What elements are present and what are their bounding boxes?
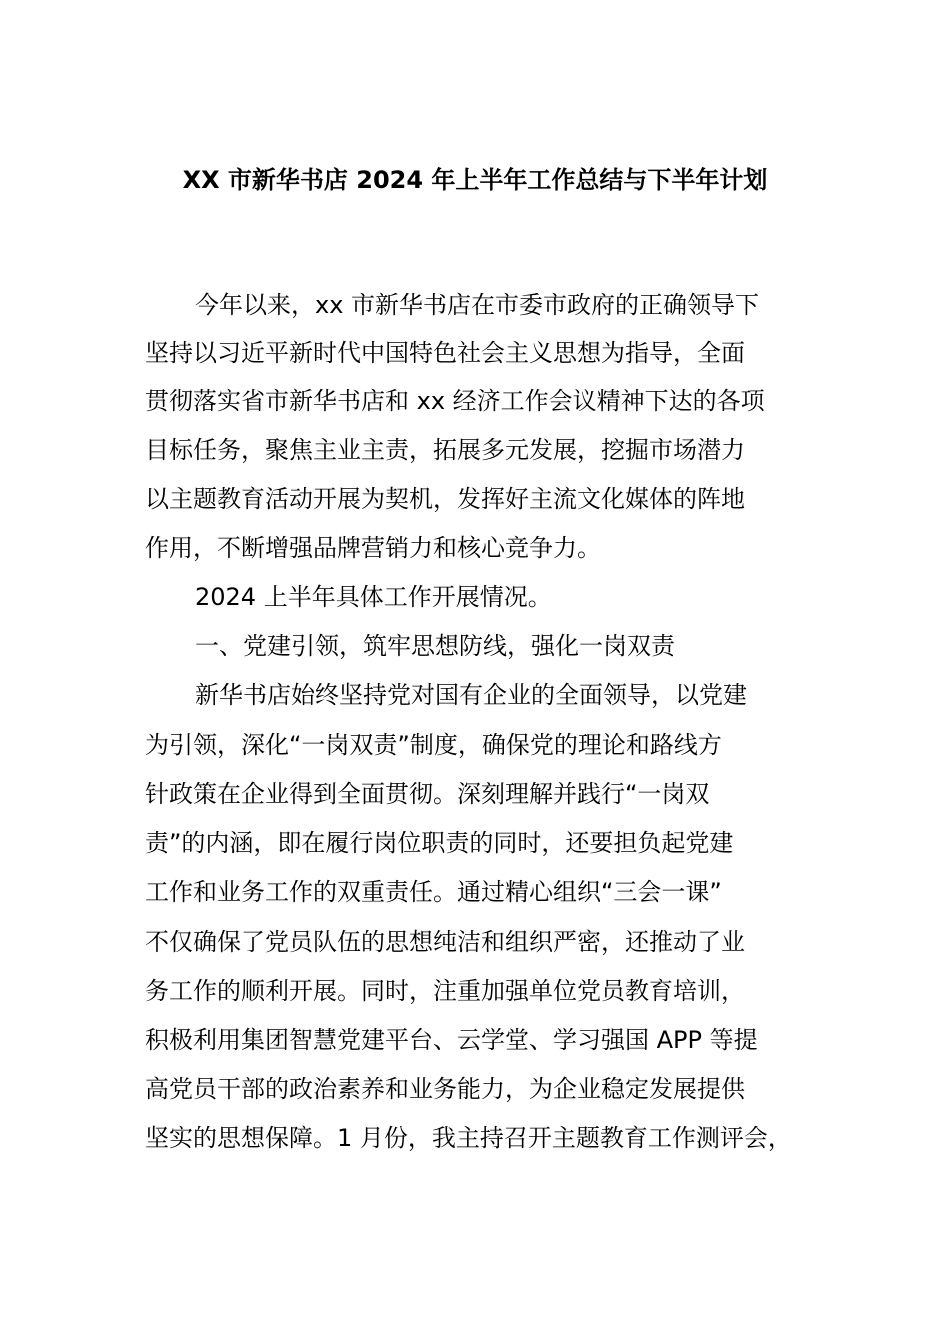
paragraph-intro-line-4: 目标任务，聚焦主业主责，拓展多元发展，挖掘市场潜力 bbox=[145, 436, 745, 464]
paragraph-intro-line-6: 作用，不断增强品牌营销力和核心竞争力。 bbox=[145, 534, 601, 562]
paragraph-party-line-6: 不仅确保了党员队伍的思想纯洁和组织严密，还推动了业 bbox=[145, 928, 745, 956]
section-heading-1: 一、党建引领，筑牢思想防线，强化一岗双责 bbox=[195, 632, 675, 660]
paragraph-intro-line-5: 以主题教育活动开展为契机，发挥好主流文化媒体的阵地 bbox=[145, 485, 745, 513]
paragraph-party-line-8: 积极利用集团智慧党建平台、云学堂、学习强国 APP 等提 bbox=[145, 1026, 758, 1054]
paragraph-party-line-1: 新华书店始终坚持党对国有企业的全面领导，以党建 bbox=[195, 681, 747, 709]
paragraph-intro-line-3: 贯彻落实省市新华书店和 xx 经济工作会议精神下达的各项 bbox=[145, 387, 765, 415]
paragraph-party-line-2: 为引领，深化“一岗双责”制度，确保党的理论和路线方 bbox=[145, 731, 722, 759]
paragraph-party-line-7: 务工作的顺利开展。同时，注重加强单位党员教育培训， bbox=[145, 977, 745, 1005]
paragraph-intro-line-1: 今年以来，xx 市新华书店在市委市政府的正确领导下 bbox=[195, 291, 760, 319]
paragraph-party-line-4: 责”的内涵，即在履行岗位职责的同时，还要担负起党建 bbox=[145, 829, 734, 857]
section-intro-line: 2024 上半年具体工作开展情况。 bbox=[195, 583, 552, 611]
paragraph-party-line-10: 坚实的思想保障。1 月份，我主持召开主题教育工作测评会， bbox=[145, 1124, 792, 1152]
paragraph-intro-line-2: 坚持以习近平新时代中国特色社会主义思想为指导，全面 bbox=[145, 339, 745, 367]
paragraph-party-line-5: 工作和业务工作的双重责任。通过精心组织“三会一课” bbox=[145, 878, 722, 906]
document-title: XX 市新华书店 2024 年上半年工作总结与下半年计划 bbox=[182, 166, 768, 194]
paragraph-party-line-3: 针政策在企业得到全面贯彻。深刻理解并践行“一岗双 bbox=[145, 780, 710, 808]
paragraph-party-line-9: 高党员干部的政治素养和业务能力，为企业稳定发展提供 bbox=[145, 1075, 745, 1103]
